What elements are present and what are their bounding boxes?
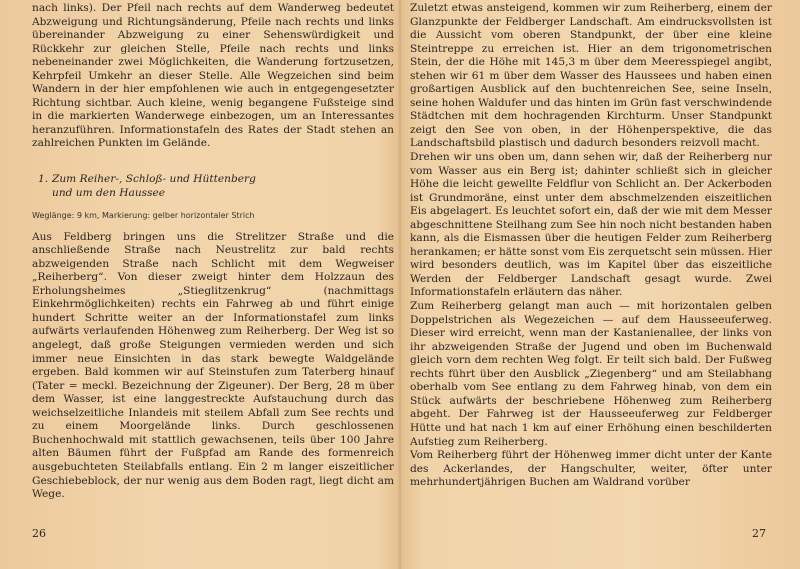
right-page — [410, 0, 772, 490]
section-heading — [32, 173, 394, 200]
route-description: Aus Feldberg bringen uns die Strelitzer Straße und die anschließende Straße nach Neustrelitz zur bald rechts abzweigenden Straße nach Schlicht mit dem Wegweiser „Reiherberg“. Von dieser zweigt hinter dem Holzzaun des Erholungsheimes „Stieglitzenkrug“ (nachmittags Einkehrmöglichkeiten) rechts ein Fahrweg ab und führt einige hundert Schritte weiter an der Informationstafel zum links aufwärts verlaufenden Höhenweg zum Reiherberg. Der Weg ist so angelegt, daß große Steigungen vermieden werden und sich immer neue Einsichten in das stark bewegte Waldgelände ergeben. Bald kommen wir auf Steinstufen zum Taterberg hinauf (Tater = meckl. Bezeichnung der Zigeuner). Der Berg, 28 m über dem Wasser, ist eine langgestreckte Aufstauchung durch das weichselzeitliche Inlandeis mit steilem Abfall zum See rechts und zu einem Moorgelände links. Durch geschlossenen Buchenhochwald mit stattlich gewachsenen, teils über 100 Jahre alten Bäumen führt der Fußpfad am Rande des formenreich ausgebuchteten Steilabfalls entlang. Ein 2 m langer eiszeitlicher Geschiebeblock, der nur wenig aus dem Boden ragt, liegt dicht am Wege. — [32, 230, 394, 501]
paragraph-reiherberg-view: Zuletzt etwas ansteigend, kommen wir zum Reiherberg, einem der Glanzpunkte der Feldberger Landschaft. Am eindrucksvollsten ist die Aussicht vom oberen Standpunkt, der über eine kleine Steintreppe zu erreichen ist. Hier an dem trigonometrischen Stein, der die Höhe mit 145,3 m über dem Meeresspiegel angibt, stehen wir 61 m über dem Wasser des Haussees und haben einen großartigen Ausblick auf den buchtenreichen See, seine Inseln, seine hohen Waldufer und das hinten im Grün fast verschwindende Städtchen mit dem hochragenden Kirchturm. Unser Standpunkt zeigt den See von oben, in der Höhenperspektive, die das Landschaftsbild plastisch und dadurch besonders reizvoll macht. — [410, 2, 772, 150]
paragraph-hausseeuferweg: Zum Reiherberg gelangt man auch — mit horizontalen gelben Doppelstrichen als Wegezeichen — auf dem Hausseeuferweg. Dieser wird erreicht, wenn man der Kastanienallee, der links von ihr abzweigenden Straße der Jugend und oben im Buchenwald gleich vorn dem rechten Weg folgt. Er teilt sich bald. Der Fußweg rechts führt über den Ausblick „Ziegenberg“ und am Steilabhang oberhalb vom See entlang zu dem Fahrweg hinab, von dem ein Stück aufwärts der beschriebene Höhenweg zum Reiherberg abgeht. Der Fahrweg ist der Hausseeuferweg zur Feldberger Hütte und hat nach 1 km auf einer Erhöhung einen beschilderten Aufstieg zum Reiherberg. — [410, 300, 772, 448]
book-fold — [398, 0, 402, 569]
section-title-line2: und um den Haussee — [52, 186, 166, 199]
section-title-line1: Zum Reiher-, Schloß- und Hüttenberg — [52, 173, 256, 186]
page-number-right: 27 — [752, 527, 766, 540]
paragraph-grundmoraene: Drehen wir uns oben um, dann sehen wir, daß der Reiherberg nur vom Wasser aus ein Berg ist; dahinter schließt sich in gleicher Höhe die leicht gewellte Feldflur von Schlicht an. Der Ackerboden ist Grundmoräne, einst unter dem abschmelzenden eiszeitlichen Eis abgelagert. Es leuchtet sofort ein, daß der wie mit dem Messer abgeschnittene Steilhang zum See hin noch nicht bestanden haben kann, als die Eismassen über die heutigen Felder zum Reiherberg herankamen; er hätte sonst vom Eis zerquetscht sein müssen. Hier wird besonders deutlich, was im Kapitel über das eiszeitliche Werden der Feldberger Landschaft gesagt wurde. Zwei Informationstafeln erläutern das näher. — [410, 151, 772, 299]
section-number: 1. — [38, 173, 49, 186]
intro-paragraph: nach links). Der Pfeil nach rechts auf dem Wanderweg bedeutet Abzweigung und Richtungsänderung, Pfeile nach rechts und links übereinander Abzweigung zu einer Sehenswürdigkeit und Rückkehr zur gleichen Stelle, Pfeile nach rechts und links nebeneinander zwei Möglichkeiten, die Wanderung fortzusetzen, Kehrpfeil Umkehr an dieser Stelle. Alle Wegzeichen sind beim Wandern in der hier empfohlenen wie auch in entgegengesetzter Richtung sichtbar. Auch kleine, wenig begangene Fußsteige sind in die markierten Wanderwege einbezogen, um an Interessantes heranzuführen. Informationstafeln des Rates der Stadt stehen an zahlreichen Punkten im Gelände. — [32, 2, 394, 150]
page-number-left: 26 — [32, 527, 46, 540]
route-meta: Weglänge: 9 km, Markierung: gelber horizontaler Strich — [32, 211, 255, 221]
left-page — [32, 0, 394, 502]
paragraph-hoehenweg: Vom Reiherberg führt der Höhenweg immer dicht unter der Kante des Ackerlandes, der Hangschulter, weiter, öfter unter mehrhundertjährigen Buchen am Waldrand vorüber — [410, 449, 772, 489]
